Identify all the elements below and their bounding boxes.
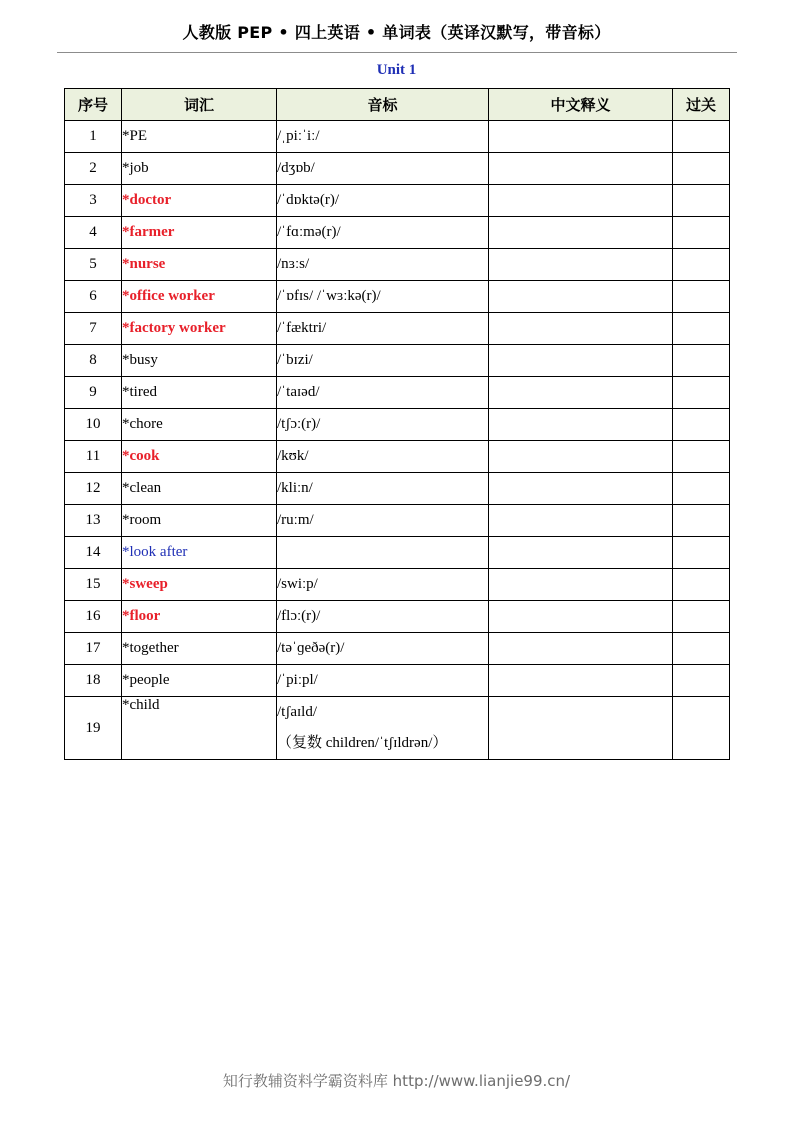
row-phonetic (277, 697, 489, 760)
table-row (65, 441, 730, 473)
row-number: 9 (65, 377, 122, 409)
row-word-text: *people (122, 672, 170, 688)
vocabulary-table (64, 88, 730, 760)
row-phonetic-plural-note: （复数 children/ˈtʃɪldrən/） (277, 735, 448, 751)
row-number: 16 (65, 601, 122, 633)
table-row (65, 313, 730, 345)
row-word (122, 185, 277, 217)
row-number: 13 (65, 505, 122, 537)
column-header-number: 序号 (65, 89, 122, 121)
row-pass-blank[interactable] (673, 409, 730, 441)
row-pass-blank[interactable] (673, 473, 730, 505)
table-row (65, 665, 730, 697)
row-word (122, 537, 277, 569)
row-number: 12 (65, 473, 122, 505)
unit-title: Unit 1 (376, 62, 417, 78)
row-word (122, 345, 277, 377)
row-number: 3 (65, 185, 122, 217)
table-row (65, 185, 730, 217)
column-header-pass: 过关 (673, 89, 730, 121)
row-chinese-meaning-blank[interactable] (489, 217, 673, 249)
column-header-word: 词汇 (122, 89, 277, 121)
row-phonetic: /ˈtaɪəd/ (277, 377, 489, 409)
table-row (65, 345, 730, 377)
row-pass-blank[interactable] (673, 377, 730, 409)
row-pass-blank[interactable] (673, 665, 730, 697)
row-pass-blank[interactable] (673, 537, 730, 569)
row-pass-blank[interactable] (673, 697, 730, 760)
table-row (65, 249, 730, 281)
row-pass-blank[interactable] (673, 121, 730, 153)
row-number: 5 (65, 249, 122, 281)
row-word (122, 441, 277, 473)
row-number: 11 (65, 441, 122, 473)
table-row (65, 377, 730, 409)
row-number: 2 (65, 153, 122, 185)
row-number: 14 (65, 537, 122, 569)
row-word (122, 249, 277, 281)
row-word (122, 665, 277, 697)
row-number: 7 (65, 313, 122, 345)
row-pass-blank[interactable] (673, 153, 730, 185)
row-chinese-meaning-blank[interactable] (489, 185, 673, 217)
row-pass-blank[interactable] (673, 249, 730, 281)
row-word (122, 473, 277, 505)
row-word (122, 505, 277, 537)
footer-watermark: 知行教辅资料学霸资料库 http://www.lianjie99.cn/ (222, 1072, 571, 1090)
row-number: 4 (65, 217, 122, 249)
row-pass-blank[interactable] (673, 313, 730, 345)
row-pass-blank[interactable] (673, 601, 730, 633)
row-word-text: *chore (122, 416, 163, 432)
row-word-text: *room (122, 512, 162, 528)
row-phonetic: /ˈbɪzi/ (277, 345, 489, 377)
row-chinese-meaning-blank[interactable] (489, 249, 673, 281)
row-word-text: *tired (122, 384, 157, 400)
row-chinese-meaning-blank[interactable] (489, 601, 673, 633)
row-pass-blank[interactable] (673, 505, 730, 537)
row-word (122, 601, 277, 633)
table-row (65, 121, 730, 153)
row-chinese-meaning-blank[interactable] (489, 569, 673, 601)
row-chinese-meaning-blank[interactable] (489, 409, 673, 441)
row-word (122, 409, 277, 441)
row-phonetic: /ˌpiːˈiː/ (277, 121, 489, 153)
row-phonetic: /ˈɒfɪs/ /ˈwɜːkə(r)/ (277, 281, 489, 313)
table-row (65, 153, 730, 185)
row-word: *child (122, 697, 277, 760)
row-pass-blank[interactable] (673, 569, 730, 601)
row-number: 19 (65, 697, 122, 760)
row-number: 10 (65, 409, 122, 441)
row-chinese-meaning-blank[interactable] (489, 441, 673, 473)
row-pass-blank[interactable] (673, 185, 730, 217)
row-phonetic: /təˈɡeðə(r)/ (277, 633, 489, 665)
row-word-text: *look after (122, 544, 188, 560)
table-row (65, 473, 730, 505)
row-chinese-meaning-blank[interactable] (489, 665, 673, 697)
row-word (122, 377, 277, 409)
table-row (65, 505, 730, 537)
row-pass-blank[interactable] (673, 345, 730, 377)
row-pass-blank[interactable] (673, 217, 730, 249)
table-row (65, 697, 730, 760)
table-row (65, 569, 730, 601)
row-word (122, 121, 277, 153)
row-chinese-meaning-blank[interactable] (489, 473, 673, 505)
row-phonetic-main: /tʃaɪld/ (277, 704, 317, 720)
row-word-text: *PE (122, 128, 148, 144)
row-number: 1 (65, 121, 122, 153)
row-phonetic: /ˈdɒktə(r)/ (277, 185, 489, 217)
table-row (65, 409, 730, 441)
row-word-text: *doctor (122, 192, 172, 208)
column-header-chinese-meaning: 中文释义 (489, 89, 673, 121)
row-word (122, 281, 277, 313)
table-header-row (65, 89, 730, 121)
row-word-text: *busy (122, 352, 158, 368)
row-phonetic: /dʒɒb/ (277, 153, 489, 185)
row-word-text: *sweep (122, 576, 168, 592)
column-header-phonetic: 音标 (277, 89, 489, 121)
row-pass-blank[interactable] (673, 441, 730, 473)
table-row (65, 217, 730, 249)
row-word (122, 217, 277, 249)
row-number: 15 (65, 569, 122, 601)
row-phonetic: /swiːp/ (277, 569, 489, 601)
table-row (65, 633, 730, 665)
row-phonetic: /ˈfɑːmə(r)/ (277, 217, 489, 249)
row-phonetic: /flɔː(r)/ (277, 601, 489, 633)
row-phonetic: /ruːm/ (277, 505, 489, 537)
row-phonetic (277, 537, 489, 569)
row-word-text: *floor (122, 608, 161, 624)
row-chinese-meaning-blank[interactable] (489, 281, 673, 313)
row-word (122, 313, 277, 345)
row-pass-blank[interactable] (673, 633, 730, 665)
row-number: 8 (65, 345, 122, 377)
row-phonetic: /tʃɔː(r)/ (277, 409, 489, 441)
row-word (122, 633, 277, 665)
row-chinese-meaning-blank[interactable] (489, 345, 673, 377)
row-phonetic: /nɜːs/ (277, 249, 489, 281)
row-word-text: *clean (122, 480, 162, 496)
row-phonetic: /ˈpiːpl/ (277, 665, 489, 697)
row-phonetic: /ˈfæktri/ (277, 313, 489, 345)
row-word-text: *cook (122, 448, 160, 464)
row-word (122, 153, 277, 185)
row-chinese-meaning-blank[interactable] (489, 505, 673, 537)
header-divider (57, 52, 737, 53)
row-phonetic: /kʊk/ (277, 441, 489, 473)
row-chinese-meaning-blank[interactable] (489, 697, 673, 760)
row-word-text: *farmer (122, 224, 175, 240)
row-chinese-meaning-blank[interactable] (489, 377, 673, 409)
table-row (65, 601, 730, 633)
row-chinese-meaning-blank[interactable] (489, 633, 673, 665)
row-chinese-meaning-blank[interactable] (489, 537, 673, 569)
row-chinese-meaning-blank[interactable] (489, 313, 673, 345)
row-word-text: *office worker (122, 288, 215, 304)
row-number: 18 (65, 665, 122, 697)
table-row (65, 537, 730, 569)
row-word-text: *factory worker (122, 320, 226, 336)
row-chinese-meaning-blank[interactable] (489, 121, 673, 153)
row-word-text: *together (122, 640, 179, 656)
row-chinese-meaning-blank[interactable] (489, 153, 673, 185)
table-row (65, 281, 730, 313)
row-word-text: *job (122, 160, 149, 176)
page-title: 人教版 PEP • 四上英语 • 单词表（英译汉默写，带音标） (182, 23, 611, 42)
row-word-text: *nurse (122, 256, 166, 272)
row-pass-blank[interactable] (673, 281, 730, 313)
row-number: 6 (65, 281, 122, 313)
row-phonetic: /kliːn/ (277, 473, 489, 505)
row-word (122, 569, 277, 601)
row-number: 17 (65, 633, 122, 665)
